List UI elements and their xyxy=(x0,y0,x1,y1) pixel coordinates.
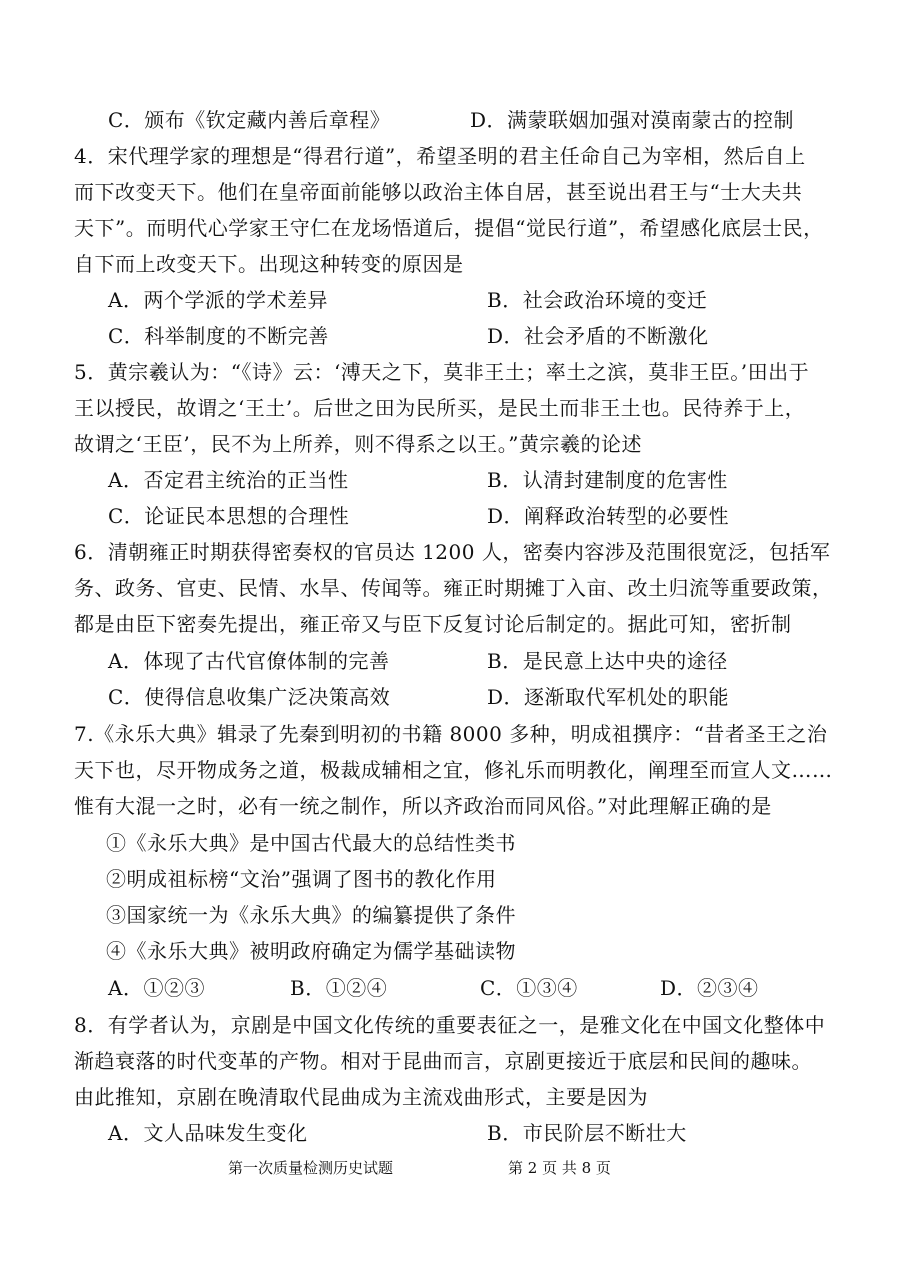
q3-option-d: D．满蒙联姻加强对漠南蒙古的控制 xyxy=(470,108,795,132)
q4-stem-line-4: 自下而上改变天下。出现这种转变的原因是 xyxy=(74,252,464,276)
q5-stem-line-3: 故谓之‘王臣’，民不为上所养，则不得系之以王。”黄宗羲的论述 xyxy=(74,432,642,456)
q4-stem-line-3: 天下”。而明代心学家王守仁在龙场悟道后，提倡“觉民行道”，希望感化底层士民， xyxy=(74,216,824,240)
q4-option-c: C．科举制度的不断完善 xyxy=(108,324,329,348)
q7-statement-1: ①《永乐大典》是中国古代最大的总结性类书 xyxy=(106,831,516,855)
q7-option-b: B．①②④ xyxy=(290,976,388,1000)
q6-option-a: A．体现了古代官僚体制的完善 xyxy=(108,649,390,673)
q5-option-d: D．阐释政治转型的必要性 xyxy=(487,504,730,528)
q6-option-b: B．是民意上达中央的途径 xyxy=(487,649,728,673)
q6-stem-line-2: 务、政务、官吏、民情、水旱、传闻等。雍正时期摊丁入亩、改土归流等重要政策， xyxy=(74,576,833,600)
footer-exam-title: 第一次质量检测历史试题 xyxy=(228,1159,394,1177)
q5-stem-line-2: 王以授民，故谓之‘王土’。后世之田为民所买，是民土而非王土也。民待养于上， xyxy=(74,396,806,420)
q5-stem-line-1: 5．黄宗羲认为：“《诗》云：‘溥天之下，莫非王土；率土之滨，莫非王臣。’田出于 xyxy=(74,360,810,384)
q8-stem-line-2: 渐趋衰落的时代变革的产物。相对于昆曲而言，京剧更接近于底层和民间的趣味。 xyxy=(74,1049,812,1073)
q4-option-b: B．社会政治环境的变迁 xyxy=(487,288,708,312)
q3-option-c: C．颁布《钦定藏内善后章程》 xyxy=(108,108,391,132)
q8-stem-line-3: 由此推知，京剧在晚清取代昆曲成为主流戏曲形式，主要是因为 xyxy=(74,1085,648,1109)
q6-stem-line-3: 都是由臣下密奏先提出，雍正帝又与臣下反复讨论后制定的。据此可知，密折制 xyxy=(74,612,792,636)
q8-option-b: B．市民阶层不断壮大 xyxy=(487,1121,687,1145)
q4-option-a: A．两个学派的学术差异 xyxy=(108,288,328,312)
q4-option-d: D．社会矛盾的不断激化 xyxy=(487,324,709,348)
q7-option-c: C．①③④ xyxy=(480,976,578,1000)
footer-page-info: 第 2 页 共 8 页 xyxy=(508,1159,611,1177)
q8-stem-line-1: 8．有学者认为，京剧是中国文化传统的重要表征之一，是雅文化在中国文化整体中 xyxy=(74,1013,826,1037)
q7-stem-line-3: 惟有大混一之时，必有一统之制作，所以齐政治而同风俗。”对此理解正确的是 xyxy=(74,794,772,818)
q7-stem-line-2: 天下也，尽开物成务之道，极裁成辅相之宜，修礼乐而明教化，阐理至而宣人文…… xyxy=(74,758,833,782)
q7-statement-2: ②明成祖标榜“文治”强调了图书的教化作用 xyxy=(106,867,497,891)
q7-statement-3: ③国家统一为《永乐大典》的编纂提供了条件 xyxy=(106,903,516,927)
q7-stem-line-1: 7.《永乐大典》辑录了先秦到明初的书籍 8000 多种，明成祖撰序：“昔者圣王之治 xyxy=(74,722,828,746)
q7-option-a: A．①②③ xyxy=(108,976,205,1000)
q5-option-c: C．论证民本思想的合理性 xyxy=(108,504,350,528)
q6-option-d: D．逐渐取代军机处的职能 xyxy=(487,685,730,709)
q5-option-a: A．否定君主统治的正当性 xyxy=(108,468,349,492)
q4-stem-line-1: 4．宋代理学家的理想是“得君行道”，希望圣明的君主任命自己为宰相，然后自上 xyxy=(74,144,806,168)
q6-stem-line-1: 6．清朝雍正时期获得密奏权的官员达 1200 人，密奏内容涉及范围很宽泛，包括军 xyxy=(74,540,831,564)
q6-option-c: C．使得信息收集广泛决策高效 xyxy=(108,685,391,709)
q8-option-a: A．文人品味发生变化 xyxy=(108,1121,308,1145)
q7-option-d: D．②③④ xyxy=(660,976,759,1000)
q5-option-b: B．认清封建制度的危害性 xyxy=(487,468,728,492)
q7-statement-4: ④《永乐大典》被明政府确定为儒学基础读物 xyxy=(106,939,516,963)
q4-stem-line-2: 而下改变天下。他们在皇帝面前能够以政治主体自居，甚至说出君王与“士大夫共 xyxy=(74,180,803,204)
